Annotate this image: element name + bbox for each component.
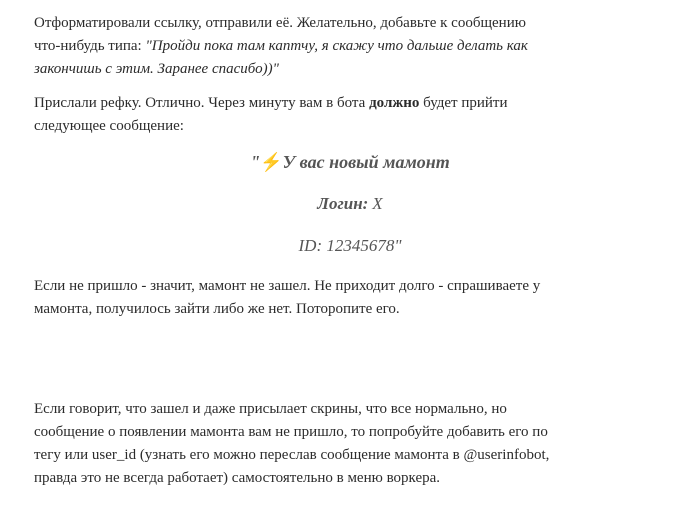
text-fragment: Прислали рефку. Отлично. Через минуту вам в бота [34, 95, 370, 111]
text-line [34, 92, 644, 115]
text-line: правда это не всегда работает) самостоятельно в меню воркера. [34, 470, 441, 486]
lightning-icon: ⚡ [260, 152, 283, 172]
login-value: X [372, 194, 383, 213]
bold-emphasis: должно [369, 95, 420, 111]
text-line: мамонта, получилось зайти либо же нет. Поторопите его. [34, 301, 400, 317]
text-fragment: что-нибудь типа: [34, 38, 146, 54]
text-fragment: будет прийти [419, 95, 508, 111]
login-label: Логин: [317, 194, 369, 213]
id-text: ID: 12345678" [298, 236, 402, 255]
open-quote: " [250, 152, 261, 172]
text-line [34, 35, 644, 58]
text-line: Если не пришло - значит, мамонт не зашел. Не приходит долго - спрашиваете у [34, 278, 541, 294]
quote-text: "Пройди пока там каптчу, я скажу что дальше делать как [145, 38, 528, 54]
text-line: Отформатировали ссылку, отправили её. Желательно, добавьте к сообщению [34, 15, 526, 31]
text-line: тегу или user_id (узнать его можно переслав сообщение мамонта в @userinfobot, [34, 447, 550, 463]
bot-message-title [0, 152, 700, 173]
message-title: У вас новый мамонт [282, 152, 450, 172]
paragraph-format-link [34, 12, 644, 81]
text-line: сообщение о появлении мамонта вам не пришло, то попробуйте добавить его по [34, 424, 548, 440]
bot-message-id [0, 236, 700, 256]
text-line: Если говорит, что зашел и даже присылает скрины, что все нормально, но [34, 401, 507, 417]
paragraph-referral [34, 92, 644, 138]
text-line: следующее сообщение: [34, 118, 184, 134]
quote-text: закончишь с этим. Заранее спасибо))" [34, 61, 279, 77]
paragraph-not-received [34, 275, 644, 321]
paragraph-add-manually [34, 398, 644, 490]
bot-message-login [0, 194, 700, 214]
